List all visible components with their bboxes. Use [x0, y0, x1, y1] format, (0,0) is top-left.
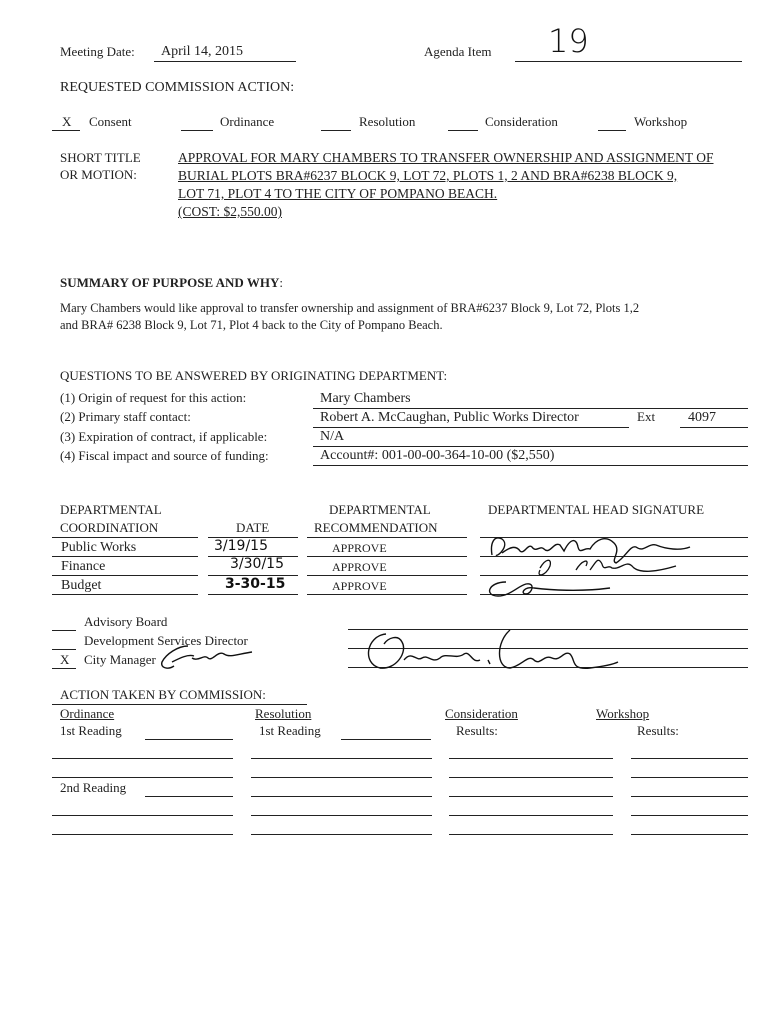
workshop-checkbox-line[interactable]	[598, 130, 626, 131]
coordination-header-1: DEPARTMENTAL	[60, 502, 162, 517]
question-3: (3) Expiration of contract, if applicable:	[60, 429, 268, 444]
recommendation-header-2: RECOMMENDATION	[314, 520, 438, 535]
answer-2-line	[313, 427, 629, 428]
workshop-result-line-3[interactable]	[631, 796, 748, 797]
answer-4: Account#: 001-00-00-364-10-00 ($2,550)	[320, 448, 555, 463]
resolution-first-reading-field[interactable]	[341, 739, 431, 740]
dev-services-checkbox-line[interactable]	[52, 649, 76, 650]
answer-1-line	[313, 408, 748, 409]
meeting-date-value: April 14, 2015	[161, 44, 244, 59]
coord-line-3	[52, 594, 198, 595]
rec-line-3	[307, 594, 467, 595]
ext-line	[680, 427, 748, 428]
coord-line-2	[52, 575, 198, 576]
date-header: DATE	[236, 520, 270, 535]
consideration-result-line-4[interactable]	[449, 815, 613, 816]
ordinance-heading: Ordinance	[60, 706, 115, 721]
questions-heading: QUESTIONS TO BE ANSWERED BY ORIGINATING DEPARTMENT:	[60, 368, 448, 383]
city-manager-option: City Manager	[84, 652, 156, 667]
consideration-result-line-5[interactable]	[449, 834, 613, 835]
commission-heading: ACTION TAKEN BY COMMISSION:	[60, 687, 266, 702]
ordinance-second-reading: 2nd Reading	[60, 780, 127, 795]
city-manager-mark: X	[60, 652, 70, 667]
coord-date-public-works: 3/19/15	[214, 538, 268, 554]
consideration-heading: Consideration	[445, 706, 518, 721]
consideration-result-line-3[interactable]	[449, 796, 613, 797]
coord-dept-finance: Finance	[61, 559, 106, 574]
consent-option: Consent	[89, 114, 132, 129]
workshop-result-line-5[interactable]	[631, 834, 748, 835]
meeting-date-underline	[154, 61, 296, 62]
resolution-checkbox-line[interactable]	[321, 130, 351, 131]
answer-1: Mary Chambers	[320, 391, 411, 406]
advisory-board-checkbox-line[interactable]	[52, 630, 76, 631]
workshop-heading: Workshop	[596, 706, 650, 721]
answer-4-line	[313, 465, 748, 466]
ordinance-second-reading-field[interactable]	[145, 796, 233, 797]
summary-heading-wrap	[60, 275, 283, 291]
resolution-heading: Resolution	[255, 706, 312, 721]
date-line-3	[208, 594, 298, 595]
short-title-label-2: OR MOTION:	[60, 167, 137, 182]
agenda-item-label: Agenda Item	[424, 44, 492, 59]
resolution-result-line-1[interactable]	[251, 758, 432, 759]
city-manager-signature	[360, 620, 620, 680]
workshop-results: Results:	[637, 723, 679, 738]
question-1: (1) Origin of request for this action:	[60, 390, 247, 405]
summary-text-1: Mary Chambers would like approval to transfer ownership and assignment of BRA#6237 Block 9, Lot 72, Plots 1,2	[60, 301, 640, 315]
answer-3-line	[313, 446, 748, 447]
coord-line-1	[52, 556, 198, 557]
rec-line-2	[307, 575, 467, 576]
resolution-result-line-2[interactable]	[251, 777, 432, 778]
consideration-option: Consideration	[485, 114, 558, 129]
answer-2: Robert A. McCaughan, Public Works Director	[320, 410, 579, 425]
summary-heading: SUMMARY OF PURPOSE AND WHY	[60, 275, 280, 290]
coord-rec-finance: APPROVE	[332, 560, 387, 574]
summary-text-2: and BRA# 6238 Block 9, Lot 71, Plot 4 back to the City of Pompano Beach.	[60, 318, 443, 332]
short-title-line-2: BURIAL PLOTS BRA#6237 BLOCK 9, LOT 72, PLOTS 1, 2 AND BRA#6238 BLOCK 9,	[178, 168, 678, 183]
question-2: (2) Primary staff contact:	[60, 409, 191, 424]
consideration-results: Results:	[456, 723, 498, 738]
commission-heading-line	[52, 704, 307, 705]
city-manager-initials	[158, 640, 258, 680]
summary-heading-colon: :	[279, 275, 283, 290]
short-title-line-3: LOT 71, PLOT 4 TO THE CITY OF POMPANO BEACH.	[178, 186, 498, 201]
coord-rec-budget: APPROVE	[332, 579, 387, 593]
ordinance-result-line-2[interactable]	[52, 777, 233, 778]
requested-action-heading: REQUESTED COMMISSION ACTION:	[60, 80, 295, 95]
ordinance-result-line-4[interactable]	[52, 815, 233, 816]
ordinance-checkbox-line[interactable]	[181, 130, 213, 131]
resolution-first-reading: 1st Reading	[259, 723, 321, 738]
coord-dept-public-works: Public Works	[61, 540, 137, 555]
short-title-line-1: APPROVAL FOR MARY CHAMBERS TO TRANSFER OWNERSHIP AND ASSIGNMENT OF	[178, 150, 714, 165]
consideration-result-line-2[interactable]	[449, 777, 613, 778]
ordinance-result-line-5[interactable]	[52, 834, 233, 835]
dev-services-option: Development Services Director	[84, 633, 248, 648]
coord-line-0	[52, 537, 198, 538]
consent-checkbox-line[interactable]	[52, 130, 80, 131]
advisory-board-option: Advisory Board	[84, 614, 168, 629]
workshop-option: Workshop	[634, 114, 688, 129]
coord-date-budget: 3-30-15	[225, 576, 286, 592]
city-manager-checkbox-line[interactable]	[52, 668, 76, 669]
ext-value: 4097	[688, 410, 716, 425]
ext-label: Ext	[637, 409, 656, 424]
resolution-option: Resolution	[359, 114, 416, 129]
rec-line-1	[307, 556, 467, 557]
coord-rec-public-works: APPROVE	[332, 541, 387, 555]
coordination-header-2: COORDINATION	[60, 520, 159, 535]
coord-dept-budget: Budget	[61, 578, 102, 593]
resolution-result-line-5[interactable]	[251, 834, 432, 835]
ordinance-first-reading: 1st Reading	[60, 723, 122, 738]
agenda-item-underline	[515, 61, 742, 62]
rec-line-0	[307, 537, 467, 538]
signature-header: DEPARTMENTAL HEAD SIGNATURE	[488, 502, 705, 517]
ordinance-option: Ordinance	[220, 114, 275, 129]
resolution-result-line-4[interactable]	[251, 815, 432, 816]
meeting-date-label: Meeting Date:	[60, 44, 135, 59]
agenda-item-number: 19	[548, 22, 589, 60]
consideration-checkbox-line[interactable]	[448, 130, 478, 131]
workshop-result-line-2[interactable]	[631, 777, 748, 778]
ordinance-first-reading-field[interactable]	[145, 739, 233, 740]
consideration-result-line-1[interactable]	[449, 758, 613, 759]
ordinance-result-line-1[interactable]	[52, 758, 233, 759]
resolution-result-line-3[interactable]	[251, 796, 432, 797]
workshop-result-line-4[interactable]	[631, 815, 748, 816]
short-title-line-4: (COST: $2,550.00)	[178, 204, 282, 219]
workshop-result-line-1[interactable]	[631, 758, 748, 759]
short-title-label-1: SHORT TITLE	[60, 150, 141, 165]
answer-3: N/A	[320, 429, 345, 444]
coord-date-finance: 3/30/15	[230, 556, 284, 572]
recommendation-header-1: DEPARTMENTAL	[329, 502, 431, 517]
consent-mark: X	[62, 114, 72, 129]
question-4: (4) Fiscal impact and source of funding:	[60, 448, 269, 463]
budget-signature	[480, 572, 700, 602]
